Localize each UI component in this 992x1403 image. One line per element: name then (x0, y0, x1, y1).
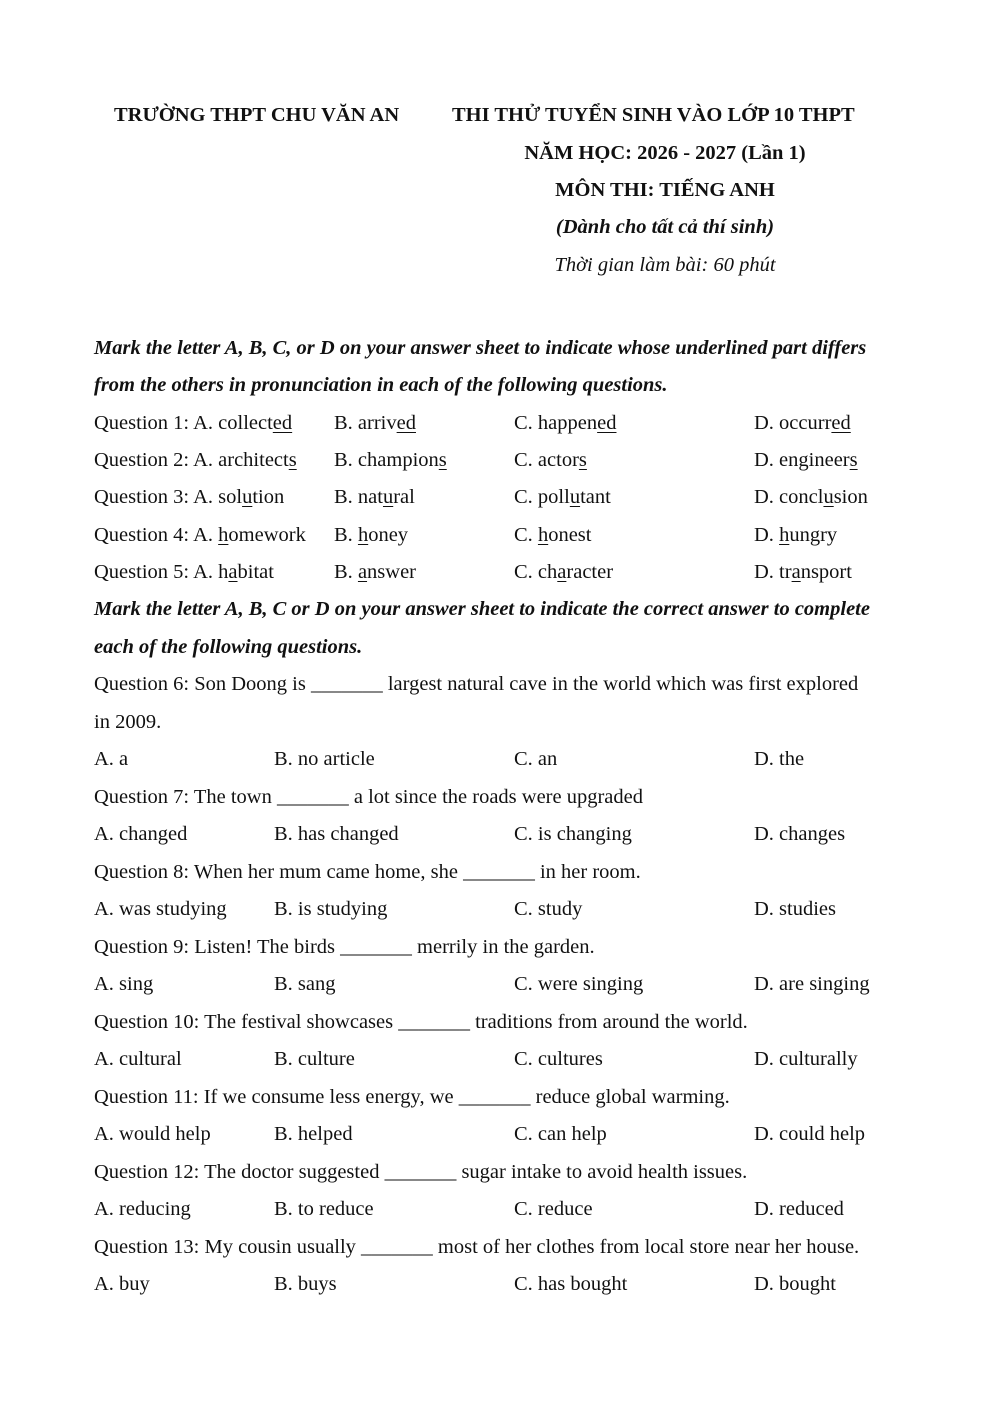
question-stem-continued: in 2009. (94, 711, 162, 733)
option-word[interactable]: A. solution (193, 486, 285, 508)
underlined-part: h (779, 524, 790, 546)
underlined-part: a (557, 561, 567, 583)
audience-note: (Dành cho tất cả thí sinh) (555, 216, 775, 238)
answer-option[interactable]: B. has changed (274, 823, 399, 845)
answer-option[interactable]: B. culture (274, 1048, 355, 1070)
underlined-part: u (242, 486, 253, 508)
school-name: TRƯỜNG THPT CHU VĂN AN (114, 104, 400, 126)
question-stem: Question 7: The town _______ a lot since the roads were upgraded (94, 786, 644, 808)
underlined-part: h (537, 524, 549, 546)
question-stem: Question 12: The doctor suggested _______ sugar intake to avoid health issues. (94, 1161, 748, 1183)
underlined-part: h (357, 524, 369, 546)
option-word[interactable]: B. champions (334, 449, 447, 471)
option-word[interactable]: C. happened (514, 412, 617, 434)
question-stem: Question 9: Listen! The birds _______ merrily in the garden. (94, 936, 595, 958)
option[interactable] (334, 449, 447, 472)
option-word[interactable]: C. honest (514, 524, 592, 546)
option[interactable] (514, 561, 613, 584)
option-word[interactable]: B. honey (334, 524, 409, 546)
answer-option[interactable]: D. reduced (754, 1198, 844, 1220)
option[interactable] (754, 486, 868, 509)
underlined-part: u (382, 486, 394, 508)
question-stem: Question 6: Son Doong is _______ largest natural cave in the world which was first explored (94, 673, 859, 695)
underlined-part: ed (831, 412, 851, 434)
answer-option[interactable]: B. sang (274, 973, 336, 995)
exam-time: Thời gian làm bài: 60 phút (554, 254, 776, 276)
school-year: NĂM HỌC: 2026 - 2027 (Lần 1) (524, 142, 806, 164)
underlined-part: u (823, 486, 834, 508)
question-label: Question 4: A. homework (94, 524, 306, 546)
answer-option[interactable]: B. to reduce (274, 1198, 374, 1220)
section1-instruction-line1: Mark the letter A, B, C, or D on your answer sheet to indicate whose underlined part differs (94, 337, 867, 359)
question-label: Question 5: A. habitat (94, 561, 274, 583)
answer-option[interactable]: C. has bought (514, 1273, 628, 1295)
underlined-part: a (357, 561, 368, 583)
option-word[interactable]: A. architects (193, 449, 297, 471)
underlined-part: s (288, 449, 297, 471)
question-stem: Question 10: The festival showcases _______ traditions from around the world. (94, 1011, 748, 1033)
section2-instruction-line2: each of the following questions. (94, 636, 363, 658)
option[interactable] (514, 412, 616, 435)
answer-option[interactable]: D. culturally (754, 1048, 858, 1070)
answer-option[interactable]: B. no article (274, 748, 375, 770)
answer-option[interactable]: A. changed (94, 823, 188, 845)
answer-option[interactable]: C. were singing (514, 973, 644, 995)
answer-option[interactable]: C. cultures (514, 1048, 603, 1070)
option-word[interactable]: D. occurred (754, 412, 851, 434)
question-stem: Question 11: If we consume less energy, we _______ reduce global warming. (94, 1086, 730, 1108)
answer-option[interactable]: A. would help (94, 1123, 211, 1145)
answer-option[interactable]: C. an (514, 748, 558, 770)
answer-option[interactable]: A. buy (94, 1273, 150, 1295)
section2-instruction-line1: Mark the letter A, B, C or D on your answer sheet to indicate the correct answer to complete (94, 598, 870, 620)
option-word[interactable]: C. actors (514, 449, 587, 471)
option[interactable] (334, 524, 408, 547)
option[interactable] (514, 524, 591, 547)
answer-option[interactable]: D. the (754, 748, 805, 770)
option-word[interactable]: A. habitat (193, 561, 274, 583)
question-label: Question 1: A. collected (94, 412, 293, 434)
answer-option[interactable]: D. could help (754, 1123, 866, 1145)
answer-option[interactable]: A. cultural (94, 1048, 182, 1070)
option[interactable] (334, 412, 416, 435)
option[interactable] (754, 561, 852, 584)
answer-option[interactable]: B. buys (274, 1273, 337, 1295)
answer-option[interactable]: A. was studying (94, 898, 227, 920)
answer-option[interactable]: B. helped (274, 1123, 353, 1145)
option-word[interactable]: A. collected (193, 412, 293, 434)
underlined-part: s (578, 449, 587, 471)
subject: MÔN THI: TIẾNG ANH (555, 179, 775, 201)
option[interactable] (754, 412, 851, 435)
option-word[interactable]: D. transport (754, 561, 852, 583)
underlined-part: a (791, 561, 801, 583)
option-word[interactable]: B. answer (334, 561, 417, 583)
answer-option[interactable]: C. reduce (514, 1198, 593, 1220)
option-word[interactable]: D. conclusion (754, 486, 868, 508)
question-stem: Question 13: My cousin usually _______ most of her clothes from local store near her house. (94, 1236, 860, 1258)
option-word[interactable]: C. character (514, 561, 614, 583)
underlined-part: ed (272, 412, 293, 434)
option-word[interactable]: B. arrived (334, 412, 416, 434)
underlined-part: s (438, 449, 447, 471)
answer-option[interactable]: B. is studying (274, 898, 388, 920)
underlined-part: ed (597, 412, 617, 434)
answer-option[interactable]: C. study (514, 898, 583, 920)
exam-title: THI THỬ TUYỂN SINH VÀO LỚP 10 THPT (452, 104, 855, 126)
answer-option[interactable]: D. studies (754, 898, 836, 920)
section1-instruction-line2: from the others in pronunciation in each of the following questions. (94, 374, 668, 396)
option[interactable] (334, 561, 416, 584)
underlined-part: u (569, 486, 581, 508)
question-label: Question 3: A. solution (94, 486, 285, 508)
answer-option[interactable]: C. can help (514, 1123, 607, 1145)
option[interactable] (754, 524, 837, 547)
underlined-part: h (218, 524, 229, 546)
answer-option[interactable]: A. a (94, 748, 129, 770)
underlined-part: s (849, 449, 858, 471)
option[interactable] (514, 486, 611, 509)
option[interactable] (334, 486, 415, 509)
option-word[interactable]: A. homework (193, 524, 306, 546)
option-word[interactable]: C. pollutant (514, 486, 611, 508)
option[interactable] (754, 449, 858, 472)
option-word[interactable]: D. hungry (754, 524, 838, 546)
answer-option[interactable]: A. sing (94, 973, 154, 995)
underlined-part: a (228, 561, 238, 583)
answer-option[interactable]: C. is changing (514, 823, 632, 845)
question-stem: Question 8: When her mum came home, she _______ in her room. (94, 861, 641, 883)
option[interactable] (514, 449, 587, 472)
question-label: Question 2: A. architects (94, 449, 297, 471)
answer-option[interactable]: D. changes (754, 823, 846, 845)
answer-option[interactable]: D. are singing (754, 973, 870, 995)
answer-option[interactable]: A. reducing (94, 1198, 191, 1220)
underlined-part: ed (396, 412, 416, 434)
option-word[interactable]: D. engineers (754, 449, 858, 471)
option-word[interactable]: B. natural (334, 486, 415, 508)
answer-option[interactable]: D. bought (754, 1273, 836, 1295)
